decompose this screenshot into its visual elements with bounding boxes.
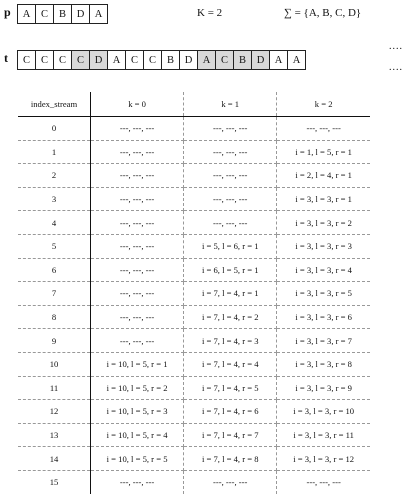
table-row: [18, 258, 370, 282]
header-index-stream: index_stream: [18, 92, 91, 117]
text-cell-highlighted: B: [233, 50, 252, 70]
state-cell: i = 3, l = 3, r = 3: [277, 234, 370, 258]
table-row: [18, 164, 370, 188]
state-cell: i = 3, l = 3, r = 10: [277, 400, 370, 424]
state-cell: ---, ---, ---: [91, 164, 184, 188]
text-cell: A: [107, 50, 126, 70]
state-cell: ---, ---, ---: [91, 305, 184, 329]
text-cell: C: [35, 50, 54, 70]
table-row: [18, 140, 370, 164]
state-cell: ---, ---, ---: [91, 258, 184, 282]
index-cell: 6: [18, 258, 91, 282]
table-row: [18, 305, 370, 329]
k-parameter: K = 2: [197, 7, 223, 19]
table-row: [18, 352, 370, 376]
text-cell-highlighted: D: [89, 50, 108, 70]
table-header-row: [18, 92, 370, 117]
table-row: [18, 400, 370, 424]
bottom-ellipsis: ....: [389, 62, 403, 73]
text-cell-highlighted: C: [215, 50, 234, 70]
index-cell: 8: [18, 305, 91, 329]
index-cell: 15: [18, 470, 91, 493]
index-cell: 12: [18, 400, 91, 424]
state-cell: i = 3, l = 3, r = 5: [277, 282, 370, 306]
state-cell: ---, ---, ---: [277, 117, 370, 141]
state-cell: i = 7, l = 4, r = 1: [184, 282, 277, 306]
text-cell: C: [53, 50, 72, 70]
state-cell: ---, ---, ---: [184, 117, 277, 141]
index-cell: 14: [18, 447, 91, 471]
table-row: [18, 282, 370, 306]
state-cell: i = 3, l = 3, r = 4: [277, 258, 370, 282]
text-cell: C: [143, 50, 162, 70]
state-cell: ---, ---, ---: [184, 470, 277, 493]
text-strip: [17, 50, 305, 70]
index-cell: 9: [18, 329, 91, 353]
state-cell: i = 3, l = 3, r = 12: [277, 447, 370, 471]
index-cell: 5: [18, 234, 91, 258]
text-label: t: [4, 51, 8, 65]
state-cell: ---, ---, ---: [184, 211, 277, 235]
index-cell: 7: [18, 282, 91, 306]
state-cell: ---, ---, ---: [184, 187, 277, 211]
state-cell: i = 7, l = 4, r = 3: [184, 329, 277, 353]
text-cell: A: [269, 50, 288, 70]
header-k1: k = 1: [184, 92, 277, 117]
top-ellipsis: ....: [389, 41, 403, 52]
state-cell: ---, ---, ---: [91, 470, 184, 493]
pattern-cell: A: [17, 4, 36, 24]
state-cell: i = 10, l = 5, r = 3: [91, 400, 184, 424]
text-cell-highlighted: C: [71, 50, 90, 70]
state-cell: i = 7, l = 4, r = 4: [184, 352, 277, 376]
index-cell: 2: [18, 164, 91, 188]
state-cell: i = 3, l = 3, r = 9: [277, 376, 370, 400]
state-cell: ---, ---, ---: [91, 329, 184, 353]
state-cell: i = 7, l = 4, r = 2: [184, 305, 277, 329]
state-cell: ---, ---, ---: [184, 140, 277, 164]
table-row: [18, 470, 370, 493]
state-cell: i = 10, l = 5, r = 5: [91, 447, 184, 471]
state-cell: ---, ---, ---: [91, 187, 184, 211]
state-cell: ---, ---, ---: [306, 477, 341, 488]
state-cell: ---, ---, ---: [91, 234, 184, 258]
state-cell: i = 7, l = 4, r = 5: [184, 376, 277, 400]
index-cell: 11: [18, 376, 91, 400]
text-cell: B: [161, 50, 180, 70]
pattern-cell: A: [89, 4, 108, 24]
table-row: [18, 211, 370, 235]
table-row: [18, 234, 370, 258]
index-cell: 3: [18, 187, 91, 211]
state-cell: i = 3, l = 3, r = 6: [277, 305, 370, 329]
state-cell: i = 2, l = 4, r = 1: [277, 164, 370, 188]
state-cell: ---, ---, ---: [91, 117, 184, 141]
state-cell: i = 1, l = 5, r = 1: [277, 140, 370, 164]
state-cell: i = 3, l = 3, r = 8: [277, 352, 370, 376]
state-cell: i = 5, l = 6, r = 1: [184, 234, 277, 258]
text-cell: C: [17, 50, 36, 70]
text-cell: D: [179, 50, 198, 70]
table-row: [18, 447, 370, 471]
text-cell-highlighted: A: [197, 50, 216, 70]
state-cell: ---, ---, ---: [91, 140, 184, 164]
table-row: [18, 329, 370, 353]
table-body: [18, 117, 370, 494]
state-cell: ---, ---, ---: [91, 282, 184, 306]
state-cell: i = 7, l = 4, r = 6: [184, 400, 277, 424]
pattern-cell: D: [71, 4, 90, 24]
state-cell: i = 3, l = 3, r = 11: [277, 423, 370, 447]
text-cell-highlighted: D: [251, 50, 270, 70]
index-cell: 13: [18, 423, 91, 447]
text-cell: A: [287, 50, 306, 70]
state-cell: i = 3, l = 3, r = 1: [277, 187, 370, 211]
index-cell: 4: [18, 211, 91, 235]
state-cell: i = 7, l = 4, r = 8: [184, 447, 277, 471]
table-row: [18, 376, 370, 400]
state-cell: i = 6, l = 5, r = 1: [184, 258, 277, 282]
state-cell: i = 10, l = 5, r = 1: [91, 352, 184, 376]
header-k0: k = 0: [91, 92, 184, 117]
state-cell: i = 3, l = 3, r = 7: [277, 329, 370, 353]
table-row: [18, 117, 370, 141]
pattern-cell: C: [35, 4, 54, 24]
index-cell: 10: [18, 352, 91, 376]
table-row: [18, 187, 370, 211]
state-table: [18, 92, 370, 494]
table-row: [18, 423, 370, 447]
index-cell: 0: [18, 117, 91, 141]
pattern-cell: B: [53, 4, 72, 24]
state-cell: ---, ---, ---: [184, 164, 277, 188]
pattern-strip: [17, 4, 107, 24]
pattern-label: p: [4, 5, 11, 19]
state-cell: ---, ---, ---: [91, 211, 184, 235]
alphabet-set: ∑ = {A, B, C, D}: [284, 7, 362, 19]
state-cell: i = 10, l = 5, r = 2: [91, 376, 184, 400]
index-cell: 1: [18, 140, 91, 164]
state-cell: i = 7, l = 4, r = 7: [184, 423, 277, 447]
state-cell: i = 3, l = 3, r = 2: [277, 211, 370, 235]
header-k2: k = 2: [277, 92, 370, 117]
state-cell: i = 10, l = 5, r = 4: [91, 423, 184, 447]
text-cell: C: [125, 50, 144, 70]
